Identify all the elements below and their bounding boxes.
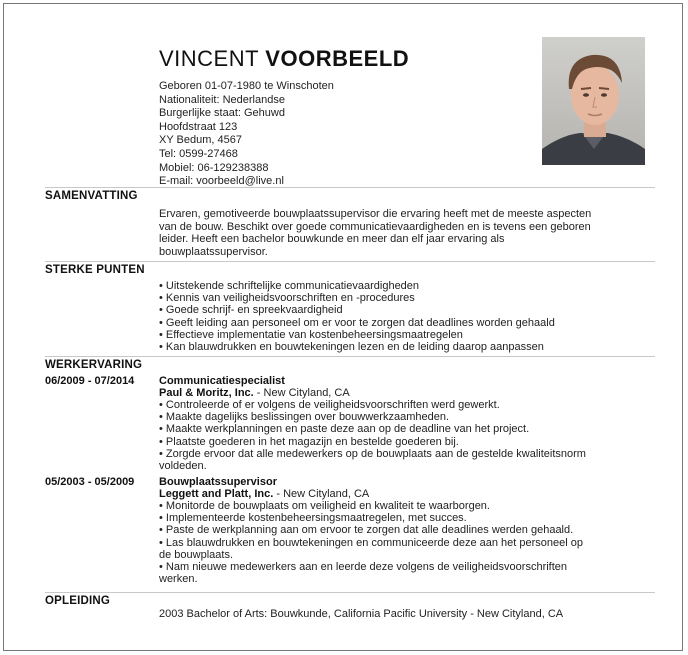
job-2-title: Bouwplaatssupervisor (159, 476, 277, 488)
job-1-employer (159, 387, 350, 399)
summary-line: Ervaren, gemotiveerde bouwplaatssupervisor die ervaring heeft met de meeste aspecten (159, 208, 592, 220)
education-line: 2003 Bachelor of Arts: Bouwkunde, California Pacific University - New Cityland, CA (159, 608, 564, 620)
mobile: Mobiel: 06-129238388 (159, 161, 269, 174)
list-item: • Implementeerde kostenbeheersingsmaatregelen, met succes. (159, 512, 467, 525)
job-1-dates: 06/2009 - 07/2014 (45, 375, 135, 387)
education-heading: OPLEIDING (45, 595, 111, 607)
list-item: de bouwplaats. (159, 548, 233, 561)
marital-status: Burgerlijke staat: Gehuwd (159, 107, 285, 120)
list-item: • Las blauwdrukken en bouwtekeningen en communiceerde deze aan het personeel op (159, 536, 583, 549)
first-name: VINCENT (159, 46, 259, 71)
summary-divider (45, 187, 655, 188)
list-item: werken. (159, 573, 198, 586)
profile-photo (542, 37, 645, 165)
street-address: Hoofdstraat 123 (159, 120, 238, 133)
list-item: • Zorgde ervoor dat alle medewerkers op de bouwplaats aan de gestelde kwaliteitsnorm (159, 447, 586, 460)
summary-line: leider. Heeft een bachelor bouwkunde en meer dan elf jaar ervaring als (159, 233, 505, 245)
job-1-location: - New Cityland, CA (253, 387, 350, 399)
list-item: • Maakte werkplanningen en paste deze aan op de deadline van het project. (159, 423, 530, 436)
birth-info: Geboren 01-07-1980 te Winschoten (159, 80, 334, 92)
job-2-location: - New Cityland, CA (273, 488, 370, 500)
list-item: • Nam nieuwe medewerkers aan en leerde deze volgens de veiligheidsvoorschriften (159, 561, 568, 574)
nationality: Nationaliteit: Nederlandse (159, 93, 285, 106)
summary-text (159, 208, 649, 258)
list-item: • Kan blauwdrukken en bouwtekeningen lezen en de leiding daarop aanpassen (159, 341, 544, 354)
list-item: • Geeft leiding aan personeel om er voor te zorgen dat deadlines worden gehaald (159, 316, 555, 329)
summary-line: van de bouw. Beschikt over goede communicatievaardigheden en is tevens een geboren (159, 220, 591, 233)
postal-city: XY Bedum, 4567 (159, 134, 242, 147)
strengths-divider (45, 261, 655, 262)
email: E-mail: voorbeeld@live.nl (159, 175, 284, 188)
strengths-heading: STERKE PUNTEN (45, 264, 145, 276)
job-2-duties (159, 500, 651, 585)
portrait-image (542, 37, 645, 165)
resume-page (3, 3, 683, 651)
list-item: • Maakte dagelijks beslissingen over bouwwerkzaamheden. (159, 411, 450, 424)
experience-heading: WERKERVARING (45, 359, 143, 371)
job-1-company: Paul & Moritz, Inc. (159, 387, 254, 399)
job-1-title: Communicatiespecialist (159, 375, 285, 387)
job-2-employer (159, 488, 369, 500)
list-item: • Effectieve implementatie van kostenbeheersingsmaatregelen (159, 328, 463, 341)
list-item: • Controleerde of er volgens de veiligheidsvoorschriften werd gewerkt. (159, 399, 500, 411)
list-item: • Monitorde de bouwplaats om veiligheid en kwaliteit te waarborgen. (159, 500, 490, 512)
list-item: • Goede schrijf- en spreekvaardigheid (159, 304, 343, 317)
list-item: voldeden. (159, 460, 207, 473)
contact-details (159, 80, 334, 189)
strengths-list (159, 280, 651, 353)
candidate-name (159, 46, 409, 72)
list-item: • Kennis van veiligheidsvoorschriften en -procedures (159, 292, 415, 305)
last-name: VOORBEELD (265, 46, 410, 71)
summary-line: bouwplaatssupervisor. (159, 245, 268, 258)
experience-divider (45, 356, 655, 357)
job-2-company: Leggett and Platt, Inc. (159, 488, 274, 500)
job-2-dates: 05/2003 - 05/2009 (45, 476, 135, 488)
list-item: • Uitstekende schriftelijke communicatievaardigheden (159, 280, 420, 292)
list-item: • Plaatste goederen in het magazijn en bestelde goederen bij. (159, 435, 459, 448)
job-1-duties (159, 399, 651, 472)
education-divider (45, 592, 655, 593)
phone: Tel: 0599-27468 (159, 147, 238, 160)
list-item: • Paste de werkplanning aan om ervoor te zorgen dat alle deadlines werden gehaald. (159, 524, 574, 537)
summary-heading: SAMENVATTING (45, 190, 138, 202)
